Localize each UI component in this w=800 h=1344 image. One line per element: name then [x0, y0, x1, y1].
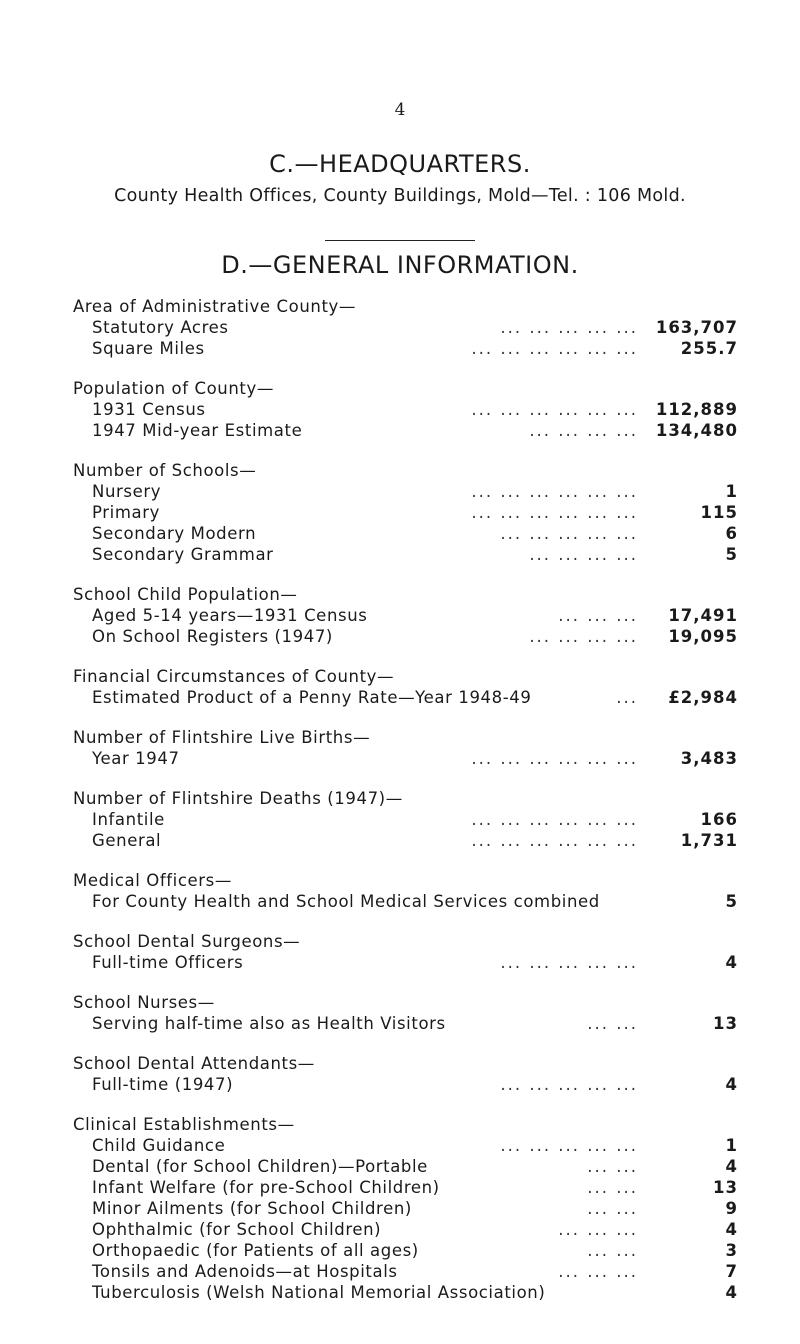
leader-dots: ... ... [587, 1014, 638, 1033]
row-label: For County Health and School Medical Services combined [92, 892, 600, 911]
info-section [73, 1114, 738, 1303]
leader-dots: ... ... ... ... ... [500, 953, 638, 972]
section-title: Population of County— [73, 379, 274, 398]
leader-dots: ... ... ... ... ... ... [471, 749, 638, 768]
leader-dots: ... ... ... ... ... ... [471, 831, 638, 850]
row-value: 19,095 [668, 627, 738, 646]
info-row [73, 1219, 738, 1240]
row-label: Tonsils and Adenoids—at Hospitals [92, 1262, 398, 1281]
info-row [73, 1013, 738, 1034]
row-value: 255.7 [680, 339, 738, 358]
row-value: 5 [725, 892, 738, 911]
info-row [73, 523, 738, 544]
row-label: Infant Welfare (for pre-School Children) [92, 1178, 440, 1197]
info-row [73, 1177, 738, 1198]
section-title: Financial Circumstances of County— [73, 667, 395, 686]
info-row [73, 338, 738, 359]
row-label: On School Registers (1947) [92, 627, 333, 646]
section-title: Number of Flintshire Live Births— [73, 728, 371, 747]
section-title: School Child Population— [73, 585, 298, 604]
row-label: 1931 Census [92, 400, 206, 419]
row-value: 4 [725, 1220, 738, 1239]
row-label: Year 1947 [92, 749, 180, 768]
info-section [73, 584, 738, 647]
row-value: 115 [700, 503, 738, 522]
row-label: General [92, 831, 162, 850]
info-row [73, 1198, 738, 1219]
section-title: Area of Administrative County— [73, 297, 356, 316]
info-row [73, 952, 738, 973]
row-label: Nursery [92, 482, 162, 501]
leader-dots: ... ... ... [558, 1262, 638, 1281]
row-label: 1947 Mid-year Estimate [92, 421, 303, 440]
row-value: 9 [725, 1199, 738, 1218]
page-number: 4 [394, 100, 406, 120]
section-title: Medical Officers— [73, 871, 232, 890]
leader-dots: ... ... [587, 1178, 638, 1197]
leader-dots: ... ... ... [558, 606, 638, 625]
info-row [73, 420, 738, 441]
leader-dots: ... ... [587, 1241, 638, 1260]
row-value: 4 [725, 953, 738, 972]
row-value: 17,491 [668, 606, 738, 625]
row-label: Secondary Grammar [92, 545, 274, 564]
row-label: Full-time (1947) [92, 1075, 234, 1094]
leader-dots: ... ... ... ... ... ... [471, 339, 638, 358]
row-label: Child Guidance [92, 1136, 226, 1155]
row-label: Primary [92, 503, 160, 522]
section-title: Number of Flintshire Deaths (1947)— [73, 789, 403, 808]
section-title: School Dental Attendants— [73, 1054, 315, 1073]
leader-dots: ... ... ... ... ... ... [471, 482, 638, 501]
leader-dots: ... ... ... ... [529, 627, 638, 646]
row-label: Full-time Officers [92, 953, 244, 972]
row-label: Secondary Modern [92, 524, 257, 543]
row-label: Tuberculosis (Welsh National Memorial Association) [92, 1283, 546, 1302]
leader-dots: ... ... ... ... ... ... [471, 810, 638, 829]
row-value: 7 [725, 1262, 738, 1281]
leader-dots: ... ... ... ... ... ... [471, 503, 638, 522]
info-section [73, 870, 738, 912]
general-information-heading: D.—GENERAL INFORMATION. [221, 251, 579, 279]
leader-dots: ... ... [587, 1157, 638, 1176]
info-row [73, 830, 738, 851]
headquarters-heading: C.—HEADQUARTERS. [269, 150, 531, 178]
row-value: 163,707 [655, 318, 738, 337]
info-row [73, 399, 738, 420]
info-row [73, 809, 738, 830]
row-value: 13 [713, 1178, 738, 1197]
section-title: Number of Schools— [73, 461, 257, 480]
headquarters-address: County Health Offices, County Buildings, Mold—Tel. : 106 Mold. [114, 186, 686, 206]
divider-rule [325, 240, 475, 241]
info-row [73, 317, 738, 338]
leader-dots: ... ... ... [558, 1220, 638, 1239]
general-information-list [73, 296, 738, 1322]
row-label: Ophthalmic (for School Children) [92, 1220, 382, 1239]
row-label: Infantile [92, 810, 165, 829]
row-value: 1 [725, 482, 738, 501]
info-row [73, 687, 738, 708]
row-value: 4 [725, 1075, 738, 1094]
leader-dots: ... ... ... ... ... [500, 318, 638, 337]
leader-dots: ... ... ... ... ... [500, 524, 638, 543]
row-value: 13 [713, 1014, 738, 1033]
row-value: 1 [725, 1136, 738, 1155]
info-section [73, 460, 738, 565]
row-label: Estimated Product of a Penny Rate—Year 1948-49 [92, 688, 532, 707]
row-value: 3 [725, 1241, 738, 1260]
info-section [73, 788, 738, 851]
info-row [73, 544, 738, 565]
row-label: Aged 5-14 years—1931 Census [92, 606, 368, 625]
leader-dots: ... ... [587, 1199, 638, 1218]
row-value: 166 [700, 810, 738, 829]
info-section [73, 666, 738, 708]
row-value: 134,480 [655, 421, 738, 440]
info-row [73, 1135, 738, 1156]
info-row [73, 748, 738, 769]
info-section [73, 992, 738, 1034]
row-value: 4 [725, 1157, 738, 1176]
info-row [73, 1240, 738, 1261]
info-section [73, 931, 738, 973]
info-row [73, 1074, 738, 1095]
leader-dots: ... [616, 688, 638, 707]
leader-dots: ... ... ... ... ... [500, 1136, 638, 1155]
row-value: 112,889 [655, 400, 738, 419]
leader-dots: ... ... ... ... ... [500, 1075, 638, 1094]
row-value: 6 [725, 524, 738, 543]
row-value: 1,731 [680, 831, 738, 850]
info-row [73, 1261, 738, 1282]
section-title: Clinical Establishments— [73, 1115, 295, 1134]
row-label: Square Miles [92, 339, 205, 358]
section-title: School Nurses— [73, 993, 215, 1012]
info-row [73, 502, 738, 523]
leader-dots: ... ... ... ... ... ... [471, 400, 638, 419]
info-section [73, 727, 738, 769]
info-row [73, 481, 738, 502]
info-row [73, 605, 738, 626]
row-label: Serving half-time also as Health Visitors [92, 1014, 446, 1033]
row-value: 4 [725, 1283, 738, 1302]
info-row [73, 1156, 738, 1177]
row-label: Minor Ailments (for School Children) [92, 1199, 412, 1218]
row-label: Statutory Acres [92, 318, 229, 337]
row-value: 3,483 [680, 749, 738, 768]
leader-dots: ... ... ... ... [529, 545, 638, 564]
info-section [73, 1053, 738, 1095]
row-label: Orthopaedic (for Patients of all ages) [92, 1241, 419, 1260]
info-row [73, 891, 738, 912]
row-label: Dental (for School Children)—Portable [92, 1157, 428, 1176]
row-value: 5 [725, 545, 738, 564]
info-section [73, 296, 738, 359]
leader-dots: ... ... ... ... [529, 421, 638, 440]
info-row [73, 626, 738, 647]
row-value: £2,984 [668, 688, 738, 707]
info-row [73, 1282, 738, 1303]
section-title: School Dental Surgeons— [73, 932, 301, 951]
info-section [73, 378, 738, 441]
